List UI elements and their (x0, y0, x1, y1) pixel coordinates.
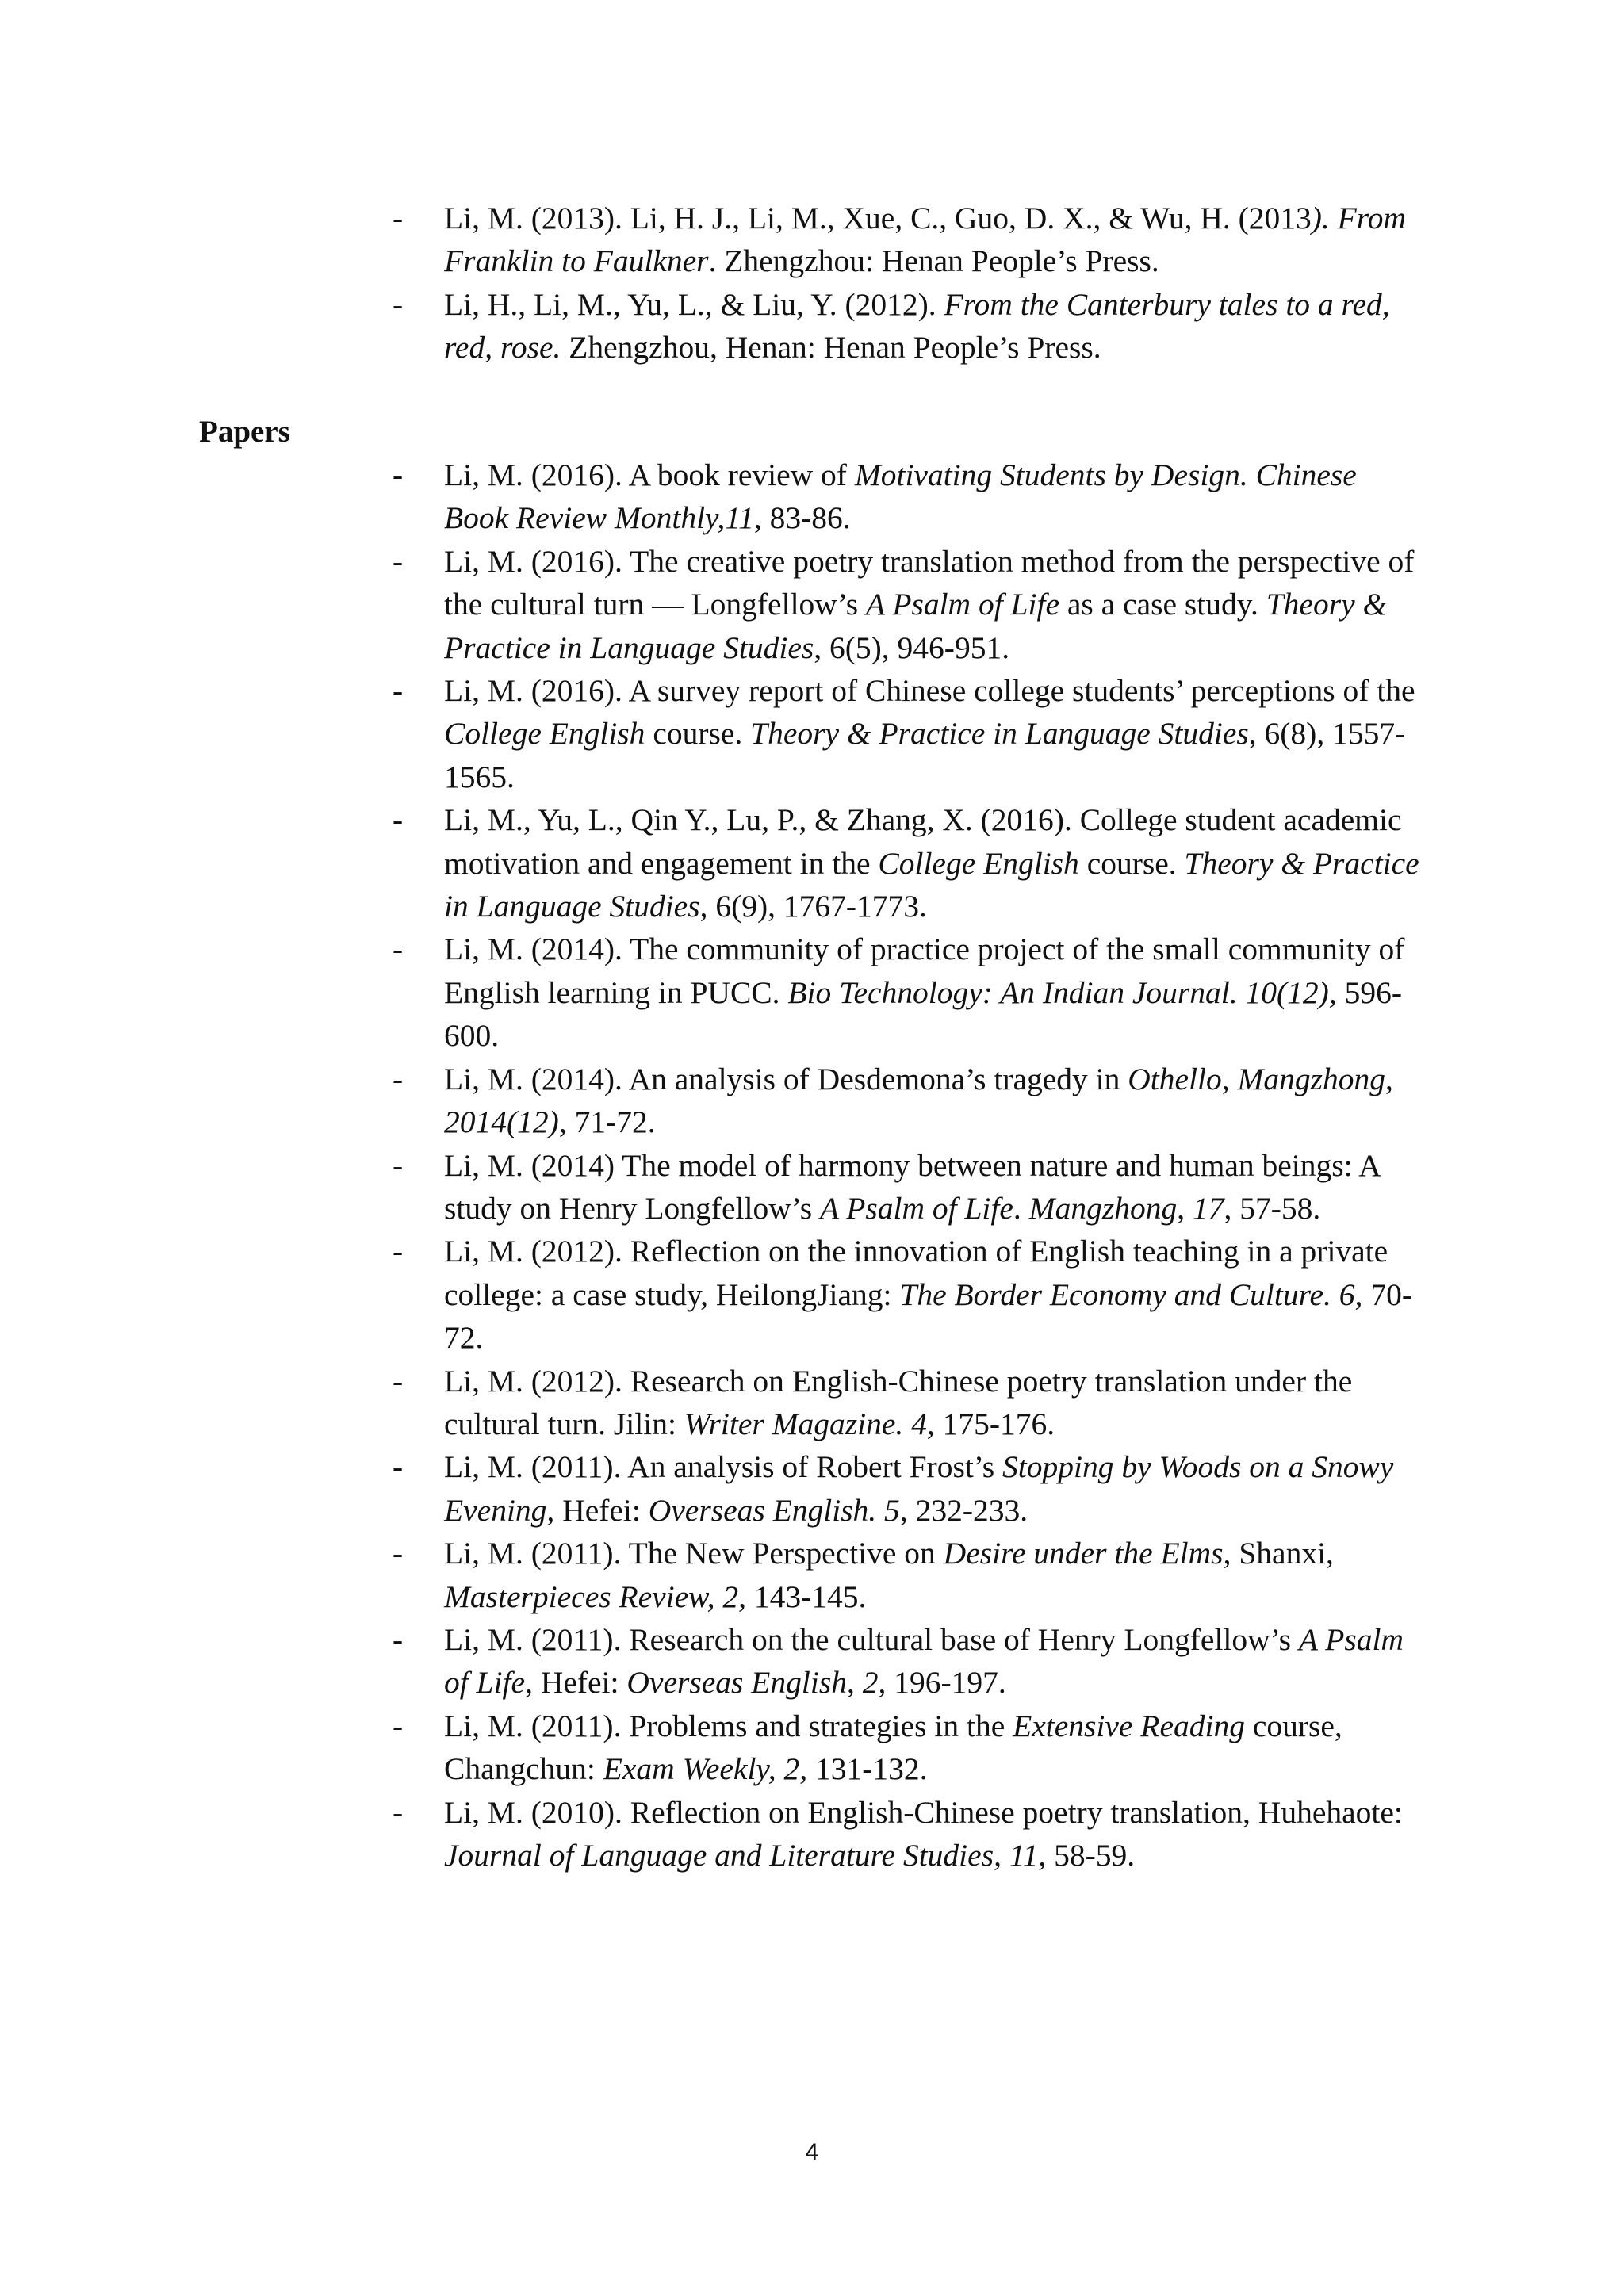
reference-italic-text: College English (444, 716, 645, 752)
reference-text: . (1013, 1190, 1029, 1226)
list-dash: - (393, 932, 404, 967)
reference-italic-text: Journal of Language and Literature Studies, 11, (444, 1838, 1047, 1873)
reference-text: , 83-86. (753, 500, 851, 536)
reference-italic-text: A Psalm of Life (444, 1621, 1404, 1701)
reference-italic-text: Mangzhong (1237, 1061, 1386, 1096)
list-dash: - (393, 1061, 404, 1096)
reference-italic-text: 2014(12) (444, 1104, 559, 1140)
reference-italic-text: From the Canterbury tales to a red, red, rose. (444, 286, 1390, 365)
reference-text: 131-132. (807, 1751, 928, 1787)
reference-italic-text: Bio Technology: An Indian Journal. 10(12), (787, 974, 1337, 1010)
reference-text: . Zhengzhou: Henan People’s Press. (708, 243, 1159, 279)
list-dash: - (393, 1621, 404, 1657)
paper-reference (389, 1445, 1419, 1532)
reference-text: Zhengzhou, Henan: Henan People’s Press. (561, 330, 1101, 365)
reference-text: 143-145. (745, 1578, 867, 1614)
reference-text: Li, M. (2013). Li, H. J., Li, M., Xue, C., Guo, D. X., & Wu, H. (2013 (444, 201, 1312, 235)
reference-italic-text: Overseas English (626, 1665, 847, 1701)
paper-reference (389, 928, 1419, 1057)
paper-reference (389, 1230, 1419, 1359)
paper-reference (389, 1705, 1419, 1791)
paper-reference (389, 798, 1419, 928)
reference-text: Li, M. (2012). Research on English-Chinese poetry translation under the cultural turn. Jilin: (444, 1363, 1353, 1441)
reference-text: Li, M., Yu, L., Qin Y., Lu, P., & Zhang, X. (2016). College student academic motivation and engagement in the (444, 802, 1402, 881)
reference-italic-text: ). From Franklin to Faulkner (444, 201, 1406, 279)
list-dash: - (393, 673, 404, 709)
list-dash: - (393, 1449, 404, 1485)
reference-text: , (846, 1665, 863, 1701)
list-dash: - (393, 201, 404, 235)
reference-text: Li, M. (2010). Reflection on English-Chinese poetry translation, Huhehaote: (444, 1794, 1403, 1830)
reference-italic-text: College English (878, 845, 1079, 881)
reference-italic-text: Desire under the Elms (943, 1536, 1224, 1571)
paper-reference (389, 453, 1419, 540)
list-dash: - (393, 1794, 404, 1830)
reference-text: , Hefei: (525, 1665, 627, 1701)
reference-text: , 71-72. (558, 1104, 656, 1140)
reference-text: , (1385, 1061, 1393, 1096)
reference-text: , 6(8), 1557-1565. (444, 716, 1406, 794)
reference-text: 70-72. (444, 1276, 1412, 1356)
reference-text: Li, M. (2011). Problems and strategies in the (444, 1708, 1013, 1743)
reference-italic-text: Theory & Practice in Language Studies (444, 587, 1388, 665)
book-reference (389, 283, 1419, 369)
reference-text: , Shanxi, (1223, 1536, 1334, 1571)
reference-text: Li, M. (2014). The community of practice project of the small community of English learning in PUCC. (444, 932, 1405, 1010)
list-dash: - (393, 802, 404, 838)
reference-italic-text: Mangzhong (1028, 1190, 1178, 1226)
list-dash: - (393, 286, 404, 322)
reference-italic-text: Theory & Practice in Language Studies (750, 716, 1249, 752)
reference-text: Li, M. (2016). The creative poetry translation method from the perspective of the cultural turn — Longfellow’s (444, 543, 1415, 622)
reference-text: , 232-233. (899, 1492, 1028, 1528)
paper-reference (389, 540, 1419, 669)
reference-italic-text: Exam Weekly, 2, (603, 1751, 808, 1787)
reference-italic-text: 2, (862, 1665, 887, 1701)
reference-text: Li, M. (2011). An analysis of Robert Frost’s (444, 1449, 1003, 1485)
reference-text: Li, M. (2016). A book review of (444, 457, 855, 492)
reference-italic-text: Extensive Reading (1013, 1708, 1245, 1743)
list-dash: - (393, 543, 404, 579)
reference-italic-text: Masterpieces Review, 2, (444, 1578, 746, 1614)
reference-text: Li, H., Li, M., Yu, L., & Liu, Y. (2012). (444, 286, 944, 322)
page-number: 4 (805, 2139, 819, 2165)
paper-reference (389, 1360, 1419, 1446)
list-dash: - (393, 1147, 404, 1183)
reference-italic-text: Writer Magazine. 4, (684, 1406, 935, 1441)
reference-italic-text: A Psalm of Life (866, 587, 1060, 622)
book-reference (389, 197, 1419, 283)
reference-text: Li, M. (2016). A survey report of Chinese college students’ perceptions of the (444, 673, 1415, 709)
reference-text: Li, M. (2014). An analysis of Desdemona’s tragedy in (444, 1061, 1128, 1096)
reference-text: , 6(5), 946-951. (814, 629, 1010, 665)
list-dash: - (393, 1708, 404, 1743)
reference-text: , 6(9), 1767-1773. (699, 889, 927, 924)
reference-text: Li, M. (2011). Research on the cultural base of Henry Longfellow’s (444, 1621, 1299, 1657)
reference-text: as a case study. (1059, 587, 1266, 622)
reference-text: 196-197. (886, 1665, 1006, 1701)
paper-reference (389, 1791, 1419, 1877)
reference-text: Li, M. (2014) The model of harmony between nature and human beings: A study on Henry Longfellow’s (444, 1147, 1380, 1226)
paper-reference (389, 1532, 1419, 1618)
reference-text: course. (645, 716, 751, 752)
paper-reference (389, 1058, 1419, 1144)
paper-reference (389, 1618, 1419, 1705)
reference-text: , 57-58. (1224, 1190, 1321, 1226)
reference-italic-text: Motivating Students by Design. Chinese Book Review Monthly,11 (444, 457, 1357, 536)
reference-italic-text: Theory & Practice in Language Studies (444, 845, 1419, 924)
reference-text: Hefei: (554, 1492, 649, 1528)
reference-text: Li, M. (2012). Reflection on the innovation of English teaching in a private college: a case study, HeilongJiang: (444, 1234, 1388, 1312)
reference-text: Li, M. (2011). The New Perspective on (444, 1536, 944, 1571)
reference-text: course, Changchun: (444, 1708, 1342, 1787)
list-dash: - (393, 1536, 404, 1571)
reference-text: 58-59. (1046, 1838, 1136, 1873)
reference-italic-text: Othello (1128, 1061, 1222, 1096)
paper-reference (389, 1144, 1419, 1230)
reference-italic-text: A Psalm of Life (819, 1190, 1013, 1226)
list-dash: - (393, 1363, 404, 1399)
section-heading-papers: Papers (199, 415, 290, 449)
reference-italic-text: The Border Economy and Culture. 6, (899, 1276, 1363, 1312)
list-dash: - (393, 457, 404, 492)
reference-text: 596-600. (444, 974, 1402, 1054)
paper-reference (389, 669, 1419, 798)
reference-italic-text: 17 (1192, 1190, 1224, 1226)
reference-italic-text: Stopping by Woods on a Snowy Evening, (444, 1449, 1394, 1528)
reference-text: , (1221, 1061, 1238, 1096)
reference-text: , (1177, 1190, 1193, 1226)
reference-italic-text: Overseas English. 5 (648, 1492, 900, 1528)
reference-text: 175-176. (934, 1406, 1055, 1441)
reference-text: course. (1078, 845, 1185, 881)
list-dash: - (393, 1234, 404, 1269)
books-list (389, 197, 1419, 369)
papers-list (389, 453, 1419, 1877)
